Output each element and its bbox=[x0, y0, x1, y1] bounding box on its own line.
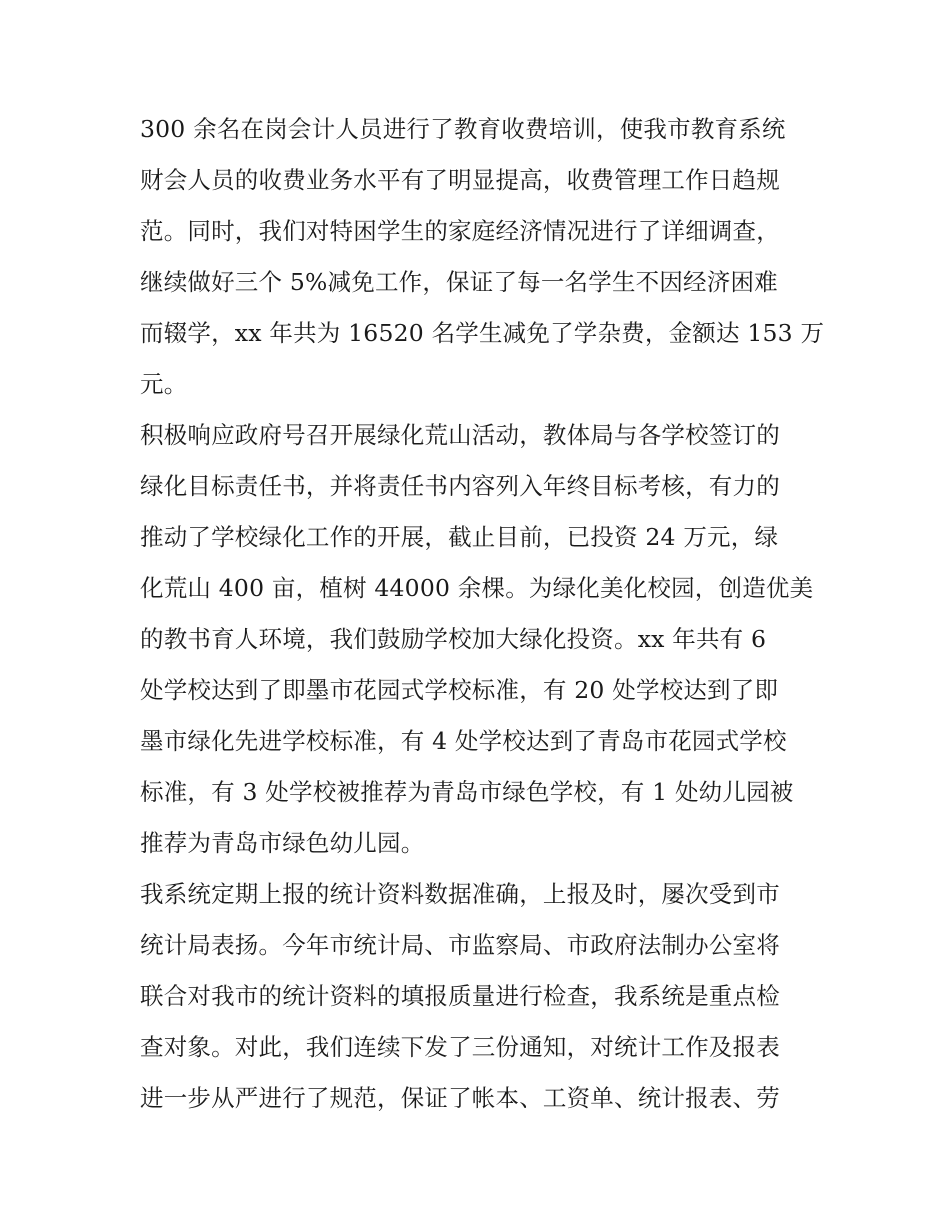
text-line: 标准，有 3 处学校被推荐为青岛市绿色学校，有 1 处幼儿园被 bbox=[140, 778, 794, 806]
text-line: 统计局表扬。今年市统计局、市监察局、市政府法制办公室将 bbox=[140, 931, 780, 959]
text-line: 的教书育人环境，我们鼓励学校加大绿化投资。xx 年共有 6 bbox=[140, 625, 767, 653]
text-line: 财会人员的收费业务水平有了明显提高，收费管理工作日趋规 bbox=[140, 166, 780, 194]
text-line: 300 余名在岗会计人员进行了教育收费培训，使我市教育系统 bbox=[140, 115, 786, 143]
text-line: 推荐为青岛市绿色幼儿园。 bbox=[140, 829, 425, 857]
text-line: 范。同时，我们对特困学生的家庭经济情况进行了详细调查， bbox=[140, 217, 780, 245]
paragraph-education-fees bbox=[140, 104, 825, 410]
text-line: 进一步从严进行了规范，保证了帐本、工资单、统计报表、劳 bbox=[140, 1084, 780, 1112]
text-line: 处学校达到了即墨市花园式学校标准，有 20 处学校达到了即 bbox=[140, 676, 779, 704]
text-line: 元。 bbox=[140, 370, 188, 398]
text-line: 化荒山 400 亩，植树 44000 余棵。为绿化美化校园，创造优美 bbox=[140, 574, 814, 602]
text-line: 继续做好三个 5%减免工作，保证了每一名学生不因经济困难 bbox=[140, 268, 778, 296]
paragraph-greening bbox=[140, 410, 820, 869]
paragraph-statistics bbox=[140, 869, 820, 1124]
text-line: 我系统定期上报的统计资料数据准确，上报及时，屡次受到市 bbox=[140, 880, 780, 908]
text-line: 而辍学，xx 年共为 16520 名学生减免了学杂费，金额达 153 万 bbox=[140, 319, 825, 347]
document-body bbox=[140, 104, 825, 1124]
text-line: 联合对我市的统计资料的填报质量进行检查，我系统是重点检 bbox=[140, 982, 780, 1010]
text-line: 绿化目标责任书，并将责任书内容列入年终目标考核，有力的 bbox=[140, 472, 780, 500]
text-line: 推动了学校绿化工作的开展，截止目前，已投资 24 万元，绿 bbox=[140, 523, 779, 551]
text-line: 墨市绿化先进学校标准，有 4 处学校达到了青岛市花园式学校 bbox=[140, 727, 787, 755]
text-line: 查对象。对此，我们连续下发了三份通知，对统计工作及报表 bbox=[140, 1033, 780, 1061]
text-line: 积极响应政府号召开展绿化荒山活动，教体局与各学校签订的 bbox=[140, 421, 780, 449]
